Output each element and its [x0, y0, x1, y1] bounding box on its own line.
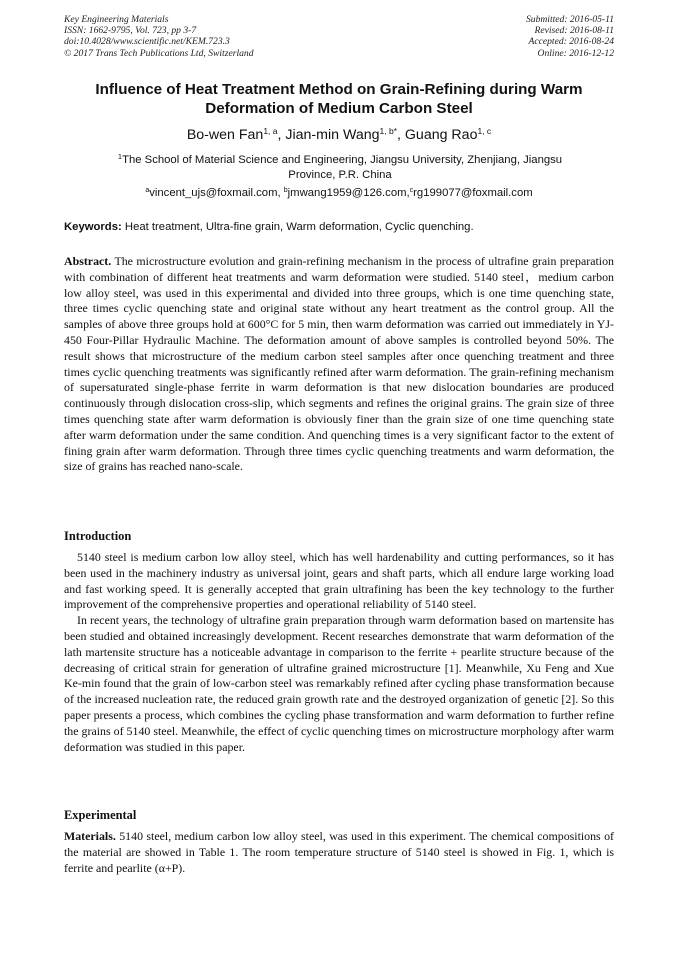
email-superscript: a [145, 187, 150, 194]
abstract-label: Abstract. [64, 254, 112, 268]
materials-label: Materials. [64, 829, 116, 843]
journal-name: Key Engineering Materials [64, 14, 169, 25]
abstract-text: The microstructure evolution and grain-refining mechanism in the process of ultrafine grain preparation with combination of different heat treatments and warm deformation were studied. 5140 steel，medium carbon low alloy steel, was used in this experimental and divided into three groups, which is one time quenching state, three times cyclic quenching state and original state without any heart treatment as the control group. All the samples of above three groups hold at 600°C for 5 min, then warm deformation was carried out immediately in YJ-450 Four-Pillar Hydraulic Machine. The deformation amount of above samples is controlled beyond 50%. The result shows that microstructure of the medium carbon steel samples after once quenching treatment and three times cyclic quenching treatments was significantly refined after warm deformation. The grain-refining mechanism of supersaturated single-phase ferrite in warm deformation is that new dislocation boundaries are produced continuously through dislocation cross-slip, which segments and refines the original grains. The grain size of three times quenching state after warm deformation is obviously finer than the grain size of one time quenching state after warm deformation under the same condition. And quenching times is a very significant factor to the extent of fining grain after warm deformation. Through three times cyclic quenching treatments and warm deformation, the size of grains has reached nano-scale. [64, 254, 614, 474]
journal-issn: ISSN: 1662-9795, Vol. 723, pp 3-7 [64, 25, 197, 37]
materials-text: 5140 steel, medium carbon low alloy steel, was used in this experiment. The chemical compositions of the material are showed in Table 1. The room temperature structure of 5140 steel is showed in Fig. 1, which is ferrite and pearlite (α+P). [64, 829, 614, 875]
introduction-heading: Introduction [64, 529, 132, 543]
email-link[interactable]: vincent_ujs@foxmail.com [149, 187, 278, 199]
author-name: Bo-wen Fan [186, 127, 264, 143]
email-list: $^a$vincent_ujs@foxmail.com, $^b$jmwang1959@126.com,$^c$rg199077@foxmail.com [145, 187, 533, 199]
materials-paragraph [64, 829, 614, 876]
author-name: Guang Rao [404, 127, 478, 143]
paper-title: Influence of Heat Treatment Method on Grain-Refining during Warm Deformation of Medium Carbon Steel [95, 81, 583, 117]
email-link[interactable]: rg199077@foxmail.com [413, 187, 533, 199]
author-superscript: 1, b* [379, 126, 397, 136]
author-name: Jian-min Wang [285, 127, 380, 143]
author-list: Bo-wen Fan$^{1, a}$, Jian-min Wang$^{1, b*}$, Guang Rao$^{1, c}$ [186, 126, 492, 143]
date-submitted: Submitted: 2016-05-11 [525, 14, 614, 25]
affiliation [95, 150, 585, 182]
keywords [64, 220, 614, 234]
introduction-body [64, 550, 614, 755]
journal-info-left [64, 14, 254, 59]
paragraph: 5140 steel is medium carbon low alloy steel, which has well hardenability and cutting performances, so it has been used in the machinery industry as universal joint, gears and shaft parts, which all endure large working load and fast working speed. It is generally accepted that grain ultrafining has been the key technology to the further improvement of the comprehensive properties and operational reliability of 5140 steel. [64, 550, 614, 612]
affiliation-text: The School of Material Science and Engineering, Jiangsu University, Zhenjiang, Jiangsu Province, P.R. China [122, 154, 563, 181]
author-superscript: 1, c [477, 126, 492, 136]
date-accepted: Accepted: 2016-08-24 [528, 36, 614, 48]
email-superscript: b [283, 187, 288, 194]
date-online: Online: 2016-12-12 [537, 47, 614, 59]
journal-info-right [526, 14, 614, 59]
date-revised: Revised: 2016-08-11 [534, 25, 614, 37]
keywords-text: Heat treatment, Ultra-fine grain, Warm deformation, Cyclic quenching. [124, 221, 474, 233]
author-superscript: 1, a [263, 126, 278, 136]
affiliation-superscript: 1 [117, 152, 123, 161]
keywords-label: Keywords: [64, 221, 122, 233]
email-link[interactable]: jmwang1959@126.com [287, 187, 407, 199]
email-superscript: c [409, 187, 414, 194]
journal-copyright: © 2017 Trans Tech Publications Ltd, Switzerland [64, 47, 254, 59]
journal-doi: doi:10.4028/www.scientific.net/KEM.723.3 [64, 36, 230, 48]
experimental-heading: Experimental [64, 808, 137, 822]
abstract [64, 254, 614, 475]
paragraph: In recent years, the technology of ultrafine grain preparation through warm deformation based on martensite has been studied and obtained increasingly development. Recent researches demonstrate that warm deformation of the lath martensite structure has a noticeable advantage in comparison to the ferrite + pearlite structure because of the decreasing of critical strain for generation of ultrafine grained microstructure [1]. Meanwhile, Xu Feng and Xue Ke-min found that the grain of low-carbon steel was remarkably refined after cycling phase transformation because of the increased nucleation rate, the reduced grain growth rate and the destroyed organization of genetic [2]. So this paper presents a process, which combines the cycling phase transformation and warm deformation to further refine the grains of 5140 steel. Meanwhile, the effect of cyclic quenching times on microstructure morphology after warm deformation was studied in this paper. [64, 613, 614, 754]
